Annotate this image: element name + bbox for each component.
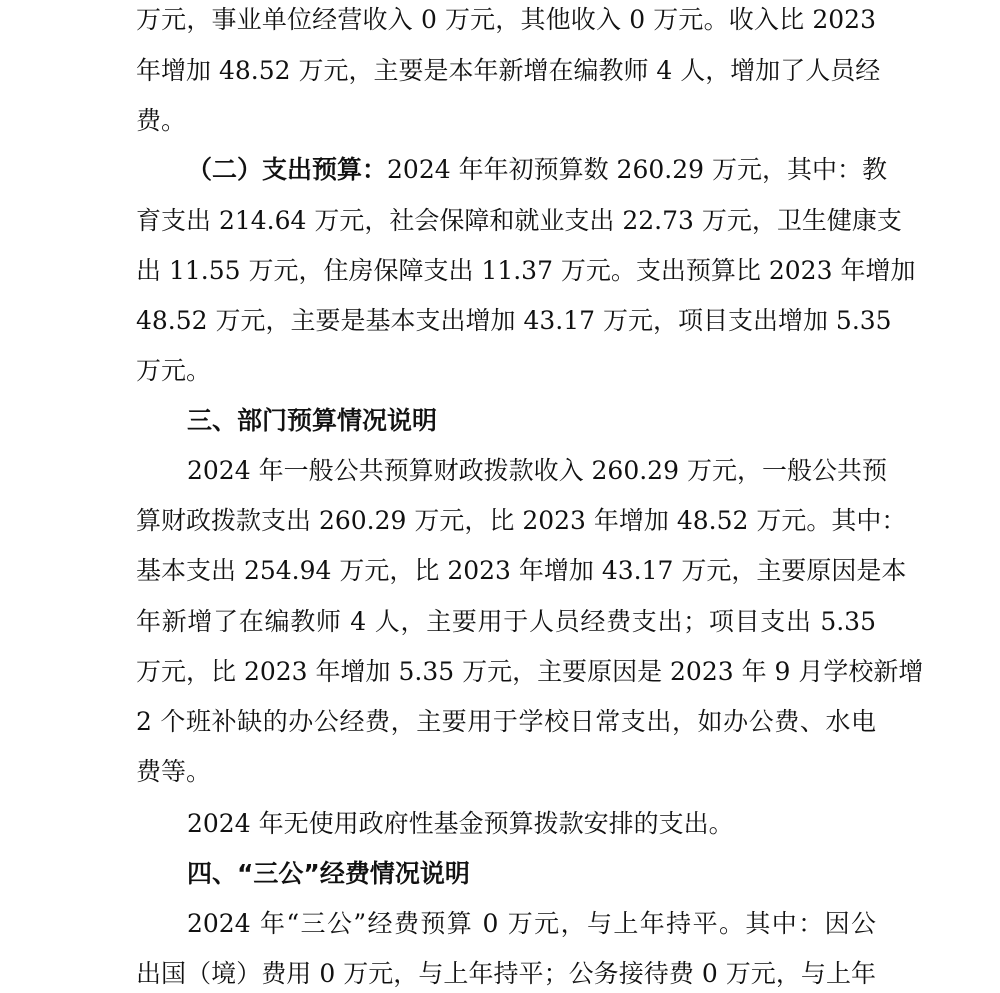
expenditure-line-1-text: 2024 年年初预算数 260.29 万元，其中：教	[387, 155, 887, 184]
s4-para1-line-2: 出国（境）费用 0 万元，与上年持平；公务接待费 0 万元，与上年	[136, 959, 876, 988]
s3-para1-line-5: 万元，比 2023 年增加 5.35 万元，主要原因是 2023 年 9 月学校新增	[136, 657, 924, 686]
expenditure-line-4: 48.52 万元，主要是基本支出增加 43.17 万元，项目支出增加 5.35	[136, 306, 892, 335]
income-line-1: 万元，事业单位经营收入 0 万元，其他收入 0 万元。收入比 2023	[136, 5, 876, 34]
s3-para1-line-4: 年新增了在编教师 4 人，主要用于人员经费支出；项目支出 5.35	[136, 607, 876, 636]
income-line-2: 年增加 48.52 万元，主要是本年新增在编教师 4 人，增加了人员经	[136, 56, 881, 85]
expenditure-line-1	[187, 152, 887, 188]
s3-para1-line-2: 算财政拨款支出 260.29 万元，比 2023 年增加 48.52 万元。其中：	[136, 506, 907, 535]
s3-para1-line-7: 费等。	[136, 757, 212, 786]
s4-para1-line-1: 2024 年“三公”经费预算 0 万元，与上年持平。其中：因公	[187, 909, 876, 938]
expenditure-line-5: 万元。	[136, 356, 212, 385]
s3-para1-line-6: 2 个班补缺的办公经费，主要用于学校日常支出，如办公费、水电	[136, 707, 876, 736]
s3-para2-line-1: 2024 年无使用政府性基金预算拨款安排的支出。	[187, 809, 734, 838]
income-line-3: 费。	[136, 106, 187, 135]
expenditure-line-2: 育支出 214.64 万元，社会保障和就业支出 22.73 万元，卫生健康支	[136, 206, 902, 235]
s3-para1-line-1: 2024 年一般公共预算财政拨款收入 260.29 万元，一般公共预	[187, 456, 887, 485]
s3-para1-line-3: 基本支出 254.94 万元，比 2023 年增加 43.17 万元，主要原因是本	[136, 556, 907, 585]
expenditure-label: （二）支出预算：	[187, 155, 388, 184]
section3-heading: 三、部门预算情况说明	[187, 406, 438, 435]
expenditure-line-3: 出 11.55 万元，住房保障支出 11.37 万元。支出预算比 2023 年增加	[136, 256, 916, 285]
section4-heading: 四、“三公”经费情况说明	[187, 859, 470, 888]
